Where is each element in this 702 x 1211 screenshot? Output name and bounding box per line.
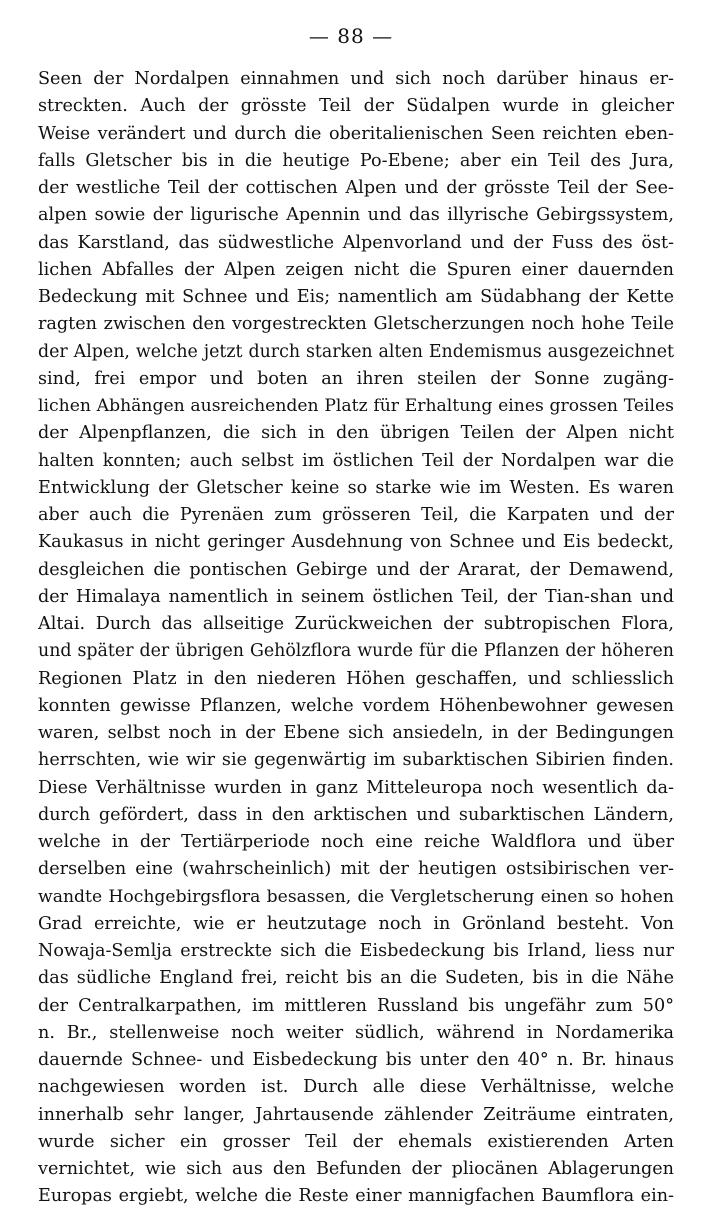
text-line: halten konnten; auch selbst im östlichen Teil der Nordalpen war die — [38, 450, 674, 471]
text-line: sind, frei empor und boten an ihren steilen der Sonne zugäng- — [38, 368, 674, 389]
text-line: nachgewiesen worden ist. Durch alle diese Verhältnisse, welche — [38, 1077, 674, 1098]
text-line: dauernde Schnee- und Eisbedeckung bis unter den 40° n. Br. hinaus — [38, 1050, 674, 1070]
text-line: der Alpenpflanzen, die sich in den übrigen Teilen der Alpen nicht — [38, 423, 674, 444]
text-line: lichen Abfalles der Alpen zeigen nicht die Spuren einer dauernden — [38, 259, 674, 280]
text-line: innerhalb sehr langer, Jahrtausende zählender Zeiträume eintraten, — [38, 1104, 674, 1125]
text-line: Diese Verhältnisse wurden in ganz Mitteleuropa noch wesentlich da- — [38, 777, 674, 798]
text-line: alpen sowie der ligurische Apennin und das illyrische Gebirgssystem, — [38, 205, 674, 226]
text-line: waren, selbst noch in der Ebene sich ansiedeln, in der Bedingungen — [38, 723, 674, 743]
text-line: Weise verändert und durch die oberitalienischen Seen reichten eben- — [38, 123, 674, 144]
text-line: vernichtet, wie sich aus den Befunden der pliocänen Ablagerungen — [38, 1159, 674, 1179]
text-line: Kaukasus in nicht geringer Ausdehnung von Schnee und Eis bedeckt, — [38, 532, 674, 553]
text-line: derselben eine (wahrscheinlich) mit der heutigen ostsibirischen ver- — [38, 859, 674, 880]
text-line: das südliche England frei, reicht bis an die Sudeten, bis in die Nähe — [38, 968, 674, 989]
text-line: ragten zwischen den vorgestreckten Gletscherzungen noch hohe Teile — [38, 314, 674, 335]
text-line: Altai. Durch das allseitige Zurückweichen der subtropischen Flora, — [38, 614, 674, 634]
text-line: aber auch die Pyrenäen zum grösseren Teil, die Karpaten und der — [38, 505, 674, 525]
text-line: desgleichen die pontischen Gebirge und der Ararat, der Demawend, — [38, 559, 674, 580]
text-line: streckten. Auch der grösste Teil der Südalpen wurde in gleicher — [38, 96, 674, 117]
page-number: — 88 — — [308, 24, 394, 48]
text-line: herrschten, wie wir sie gegenwärtig im subarktischen Sibirien finden. — [38, 750, 674, 771]
text-line: der westliche Teil der cottischen Alpen und der grösste Teil der See- — [38, 178, 674, 198]
text-line: falls Gletscher bis in die heutige Po-Ebene; aber ein Teil des Jura, — [38, 150, 674, 171]
text-line: Seen der Nordalpen einnahmen und sich noch darüber hinaus er- — [38, 69, 674, 89]
text-line: Bedeckung mit Schnee und Eis; namentlich am Südabhang der Kette — [38, 287, 674, 307]
text-line: und später der übrigen Gehölzflora wurde für die Pflanzen der höheren — [38, 641, 674, 662]
text-line: der Centralkarpathen, im mittleren Russland bis ungefähr zum 50° — [38, 995, 674, 1016]
text-line: der Himalaya namentlich in seinem östlichen Teil, der Tian-shan und — [38, 586, 674, 607]
text-line: Grad erreichte, wie er heutzutage noch in Grönland besteht. Von — [38, 913, 674, 934]
text-line: wurde sicher ein grosser Teil der ehemals existierenden Arten — [38, 1131, 674, 1152]
text-line: durch gefördert, dass in den arktischen und subarktischen Ländern, — [38, 804, 674, 825]
text-line: Regionen Platz in den niederen Höhen geschaffen, und schliesslich — [38, 668, 674, 689]
text-line: konnten gewisse Pflanzen, welche vordem Höhenbewohner gewesen — [38, 695, 674, 716]
text-line: wandte Hochgebirgsflora besassen, die Vergletscherung einen so hohen — [38, 886, 674, 907]
text-line: lichen Abhängen ausreichenden Platz für Erhaltung eines grossen Teiles — [38, 396, 674, 416]
text-line: welche in der Tertiärperiode noch eine reiche Waldflora und über — [38, 832, 674, 852]
text-line: Nowaja-Semlja erstreckte sich die Eisbedeckung bis Irland, liess nur — [38, 941, 674, 961]
text-line: Europas ergiebt, welche die Reste einer mannigfachen Baumflora ein- — [38, 1186, 674, 1207]
text-line: das Karstland, das südwestliche Alpenvorland und der Fuss des öst- — [38, 232, 674, 253]
text-line: n. Br., stellenweise noch weiter südlich, während in Nordamerika — [38, 1022, 674, 1043]
text-line: Entwicklung der Gletscher keine so starke wie im Westen. Es waren — [38, 477, 674, 498]
body-text — [38, 66, 674, 1211]
text-line: der Alpen, welche jetzt durch starken alten Endemismus ausgezeichnet — [38, 341, 674, 362]
